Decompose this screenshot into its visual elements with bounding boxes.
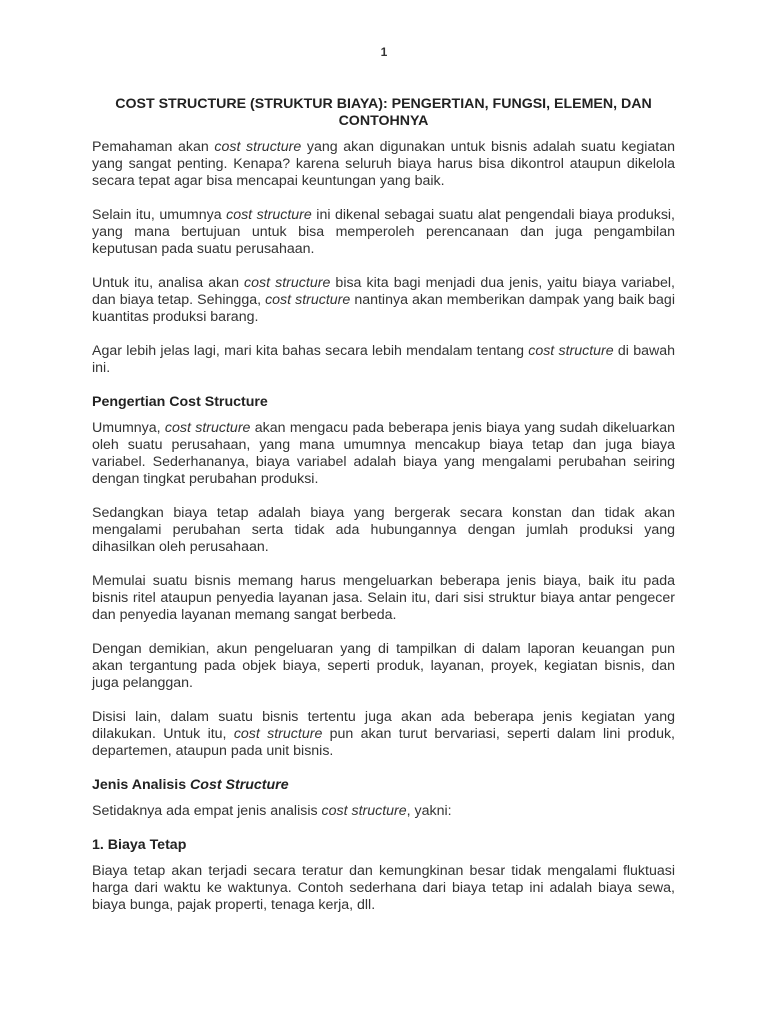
term: cost structure <box>164 420 251 436</box>
page-number: 1 <box>380 45 388 59</box>
paragraph: Untuk itu, analisa akan cost structure bisa kita bagi menjadi dua jenis, yaitu biaya variabel, dan biaya tetap. Sehingga, cost structure nantinya akan memberikan dampak yang baik bagi kuantitas produksi barang. <box>92 275 675 325</box>
section-heading: Jenis Analisis Cost Structure <box>92 777 289 793</box>
paragraph: Dengan demikian, akun pengeluaran yang di tampilkan di dalam laporan keuangan pun akan tergantung pada objek biaya, seperti produk, layanan, proyek, kegiatan bisnis, dan juga pelanggan. <box>92 641 675 691</box>
paragraph: Umumnya, cost structure akan mengacu pada beberapa jenis biaya yang sudah dikeluarkan oleh suatu perusahaan, yang mana umumnya mencakup biaya tetap dan juga biaya variabel. Sederhananya, biaya variabel adalah biaya yang mengalami perubahan seiring dengan tingkat perubahan produksi. <box>92 420 675 487</box>
paragraph: Biaya tetap akan terjadi secara teratur dan kemungkinan besar tidak mengalami fluktuasi harga dari waktu ke waktunya. Contoh sederhana dari biaya tetap ini adalah biaya sewa, biaya bunga, pajak properti, tenaga kerja, dll. <box>92 863 675 913</box>
paragraph: Selain itu, umumnya cost structure ini dikenal sebagai suatu alat pengendali biaya produksi, yang mana bertujuan untuk bisa memperoleh perencanaan dan juga pengambilan keputusan pada suatu perusahaan. <box>92 207 676 257</box>
paragraph: Memulai suatu bisnis memang harus mengeluarkan beberapa jenis biaya, baik itu pada bisnis ritel ataupun penyedia layanan jasa. Selain itu, dari sisi struktur biaya antar pengecer dan penyedia layanan memang sangat berbeda. <box>92 573 675 623</box>
paragraph: Agar lebih jelas lagi, mari kita bahas secara lebih mendalam tentang cost structure di bawah ini. <box>92 343 675 376</box>
section-heading: Pengertian Cost Structure <box>92 394 268 410</box>
term: cost structure <box>233 726 323 742</box>
paragraph: Setidaknya ada empat jenis analisis cost structure, yakni: <box>92 803 452 819</box>
term: cost structure <box>528 343 614 359</box>
term: cost structure <box>214 139 302 155</box>
paragraph: Sedangkan biaya tetap adalah biaya yang bergerak secara konstan dan tidak akan mengalami perubahan serta tidak ada hubungannya dengan jumlah produksi yang dihasilkan oleh perusahaan. <box>92 505 675 555</box>
document-body <box>92 139 675 931</box>
term: cost structure <box>244 275 331 291</box>
term: cost structure <box>226 207 312 223</box>
document-title: COST STRUCTURE (STRUKTUR BIAYA): PENGERTIAN, FUNGSI, ELEMEN, DAN CONTOHNYA <box>115 96 652 129</box>
term: cost structure <box>265 292 351 308</box>
paragraph: Disisi lain, dalam suatu bisnis tertentu juga akan ada beberapa jenis kegiatan yang dilakukan. Untuk itu, cost structure pun akan turut bervariasi, seperti dalam lini produk, departemen, ataupun pada unit bisnis. <box>92 709 675 759</box>
paragraph: Pemahaman akan cost structure yang akan digunakan untuk bisnis adalah suatu kegiatan yang sangat penting. Kenapa? karena seluruh biaya harus bisa dikontrol ataupun dikelola secara tepat agar bisa mencapai keuntungan yang baik. <box>92 139 676 189</box>
term: cost structure <box>321 803 407 819</box>
subsection-heading: 1. Biaya Tetap <box>92 837 187 853</box>
